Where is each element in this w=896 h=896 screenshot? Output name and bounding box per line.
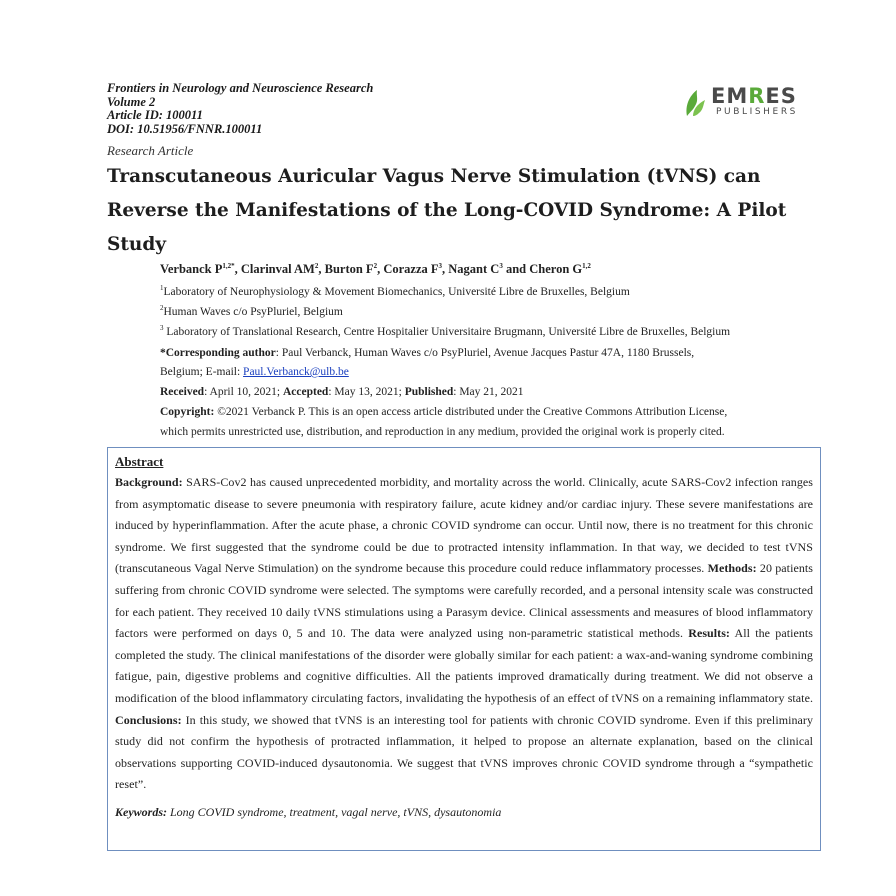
- abstract-heading: Abstract: [115, 454, 164, 469]
- title-line: Study: [107, 234, 167, 255]
- article-id: Article ID: 100011: [107, 108, 203, 122]
- author-name: , Corazza F: [377, 262, 439, 276]
- affiliation-3: $^3$ Laboratory of Translational Research, Centre Hospitalier Universitaire Brugmann, Université Libre de Bruxelles, Belgium: [160, 324, 731, 338]
- author-sup: 3: [438, 261, 443, 270]
- abstract-body: Background: SARS-Cov2 has caused unprecedented morbidity, and mortality across the world. Clinically, acute SARS-Cov2 infection ranges from asymptomatic disease to severe pneumonia with respiratory failure, acute kidney and/or cardiac injury. These severe manifestations are induced by hyperinflammation. After the acute phase, a chronic COVID syndrome can occur. Until now, there is no treatment for this chronic syndrome. We first suggested that the syndrome could be due to protracted intensity inflammation. In that way, we decided to test tVNS (transcutaneous Vagal Nerve Stimulation) on the syndrome because this procedure could reduce inflammatory processes. Methods: 20 patients suffering from chronic COVID syndrome were selected. The symptoms were carefully recorded, and a personal intensity scale was constructed for each patient. They received 10 daily tVNS stimulations using a Parasym device. Clinical assessments and measures of blood inflammatory factors were performed on days 0, 5 and 10. The data were analyzed using non-parametric statistical methods. Results: All the patients completed the study. The clinical manifestations of the disorder were globally similar for each patient: a wax-and-waning syndrome combining fatigue, pain, digestive problems and cognitive difficulties. All the patients improved dramatically during treatment. We did not observe a modification of the blood inflammatory circulating factors, invalidating the hypothesis of an effect of tVNS on a remaining inflammatory state. Conclusions: In this study, we showed that tVNS is an interesting tool for patients with chronic COVID syndrome. Even if this preliminary study did not confirm the hypothesis of protracted inflammation, it helped to propose an alternate explanation, based on the clinical observations supporting COVID-induced dysautonomia. We suggest that tVNS improves chronic COVID syndrome through a “sympathetic reset”.: [115, 475, 813, 792]
- leaf-icon: [683, 86, 707, 118]
- copyright: Copyright: ©2021 Verbanck P. This is an open access article distributed under the Creative Commons Attribution License,: [160, 406, 728, 418]
- affiliation-1: $^1$Laboratory of Neurophysiology & Movement Biomechanics, Université Libre de Bruxelles, Belgium: [160, 284, 630, 298]
- logo-word-left: EM: [711, 84, 749, 108]
- corresponding-author: *Corresponding author: Paul Verbanck, Human Waves c/o PsyPluriel, Avenue Jacques Pastur 47A, 1180 Brussels,: [160, 347, 695, 359]
- logo-subtitle: PUBLISHERS: [716, 107, 798, 117]
- article-title: [107, 160, 797, 262]
- title-line: Reverse the Manifestations of the Long-COVID Syndrome: A Pilot: [107, 200, 787, 221]
- journal-name: Frontiers in Neurology and Neuroscience Research: [107, 81, 374, 95]
- author-name: , Burton F: [318, 262, 374, 276]
- title-line: Transcutaneous Auricular Vagus Nerve Stimulation (tVNS) can: [107, 166, 761, 187]
- abstract-box: [107, 447, 821, 851]
- emres-logo: [683, 84, 808, 120]
- article-type: Research Article: [107, 143, 194, 158]
- author-name: , Clarinval AM: [234, 262, 315, 276]
- corresponding-email-line: Belgium; E-mail: Paul.Verbanck@ulb.be: [160, 366, 349, 378]
- logo-word-mid: R: [748, 84, 766, 108]
- logo-wordmark: [711, 84, 797, 108]
- author-name: Verbanck P: [160, 262, 223, 276]
- author-sup: 2: [314, 261, 319, 270]
- journal-info: [107, 82, 373, 136]
- journal-volume: Volume 2: [107, 94, 156, 109]
- author-name: and Cheron G: [502, 262, 583, 276]
- author-sup: 3: [499, 261, 503, 270]
- affiliation-2: $^2$Human Waves c/o PsyPluriel, Belgium: [160, 304, 343, 318]
- copyright-line-2: which permits unrestricted use, distribution, and reproduction in any medium, provided the original work is properly cited.: [160, 426, 725, 438]
- email-link[interactable]: Paul.Verbanck@ulb.be: [243, 366, 349, 378]
- author-name: , Nagant C: [442, 262, 500, 276]
- authors: [160, 262, 591, 277]
- logo-word-right: ES: [765, 84, 797, 108]
- author-sup: 1,2*: [222, 261, 235, 270]
- dates: Received: April 10, 2021; Accepted: May 13, 2021; Published: May 21, 2021: [160, 386, 524, 398]
- author-sup: 2: [373, 261, 378, 270]
- keywords: Keywords: Long COVID syndrome, treatment, vagal nerve, tVNS, dysautonomia: [115, 804, 502, 819]
- author-sup: 1,2: [582, 261, 591, 270]
- doi: DOI: 10.51956/FNNR.100011: [107, 121, 263, 136]
